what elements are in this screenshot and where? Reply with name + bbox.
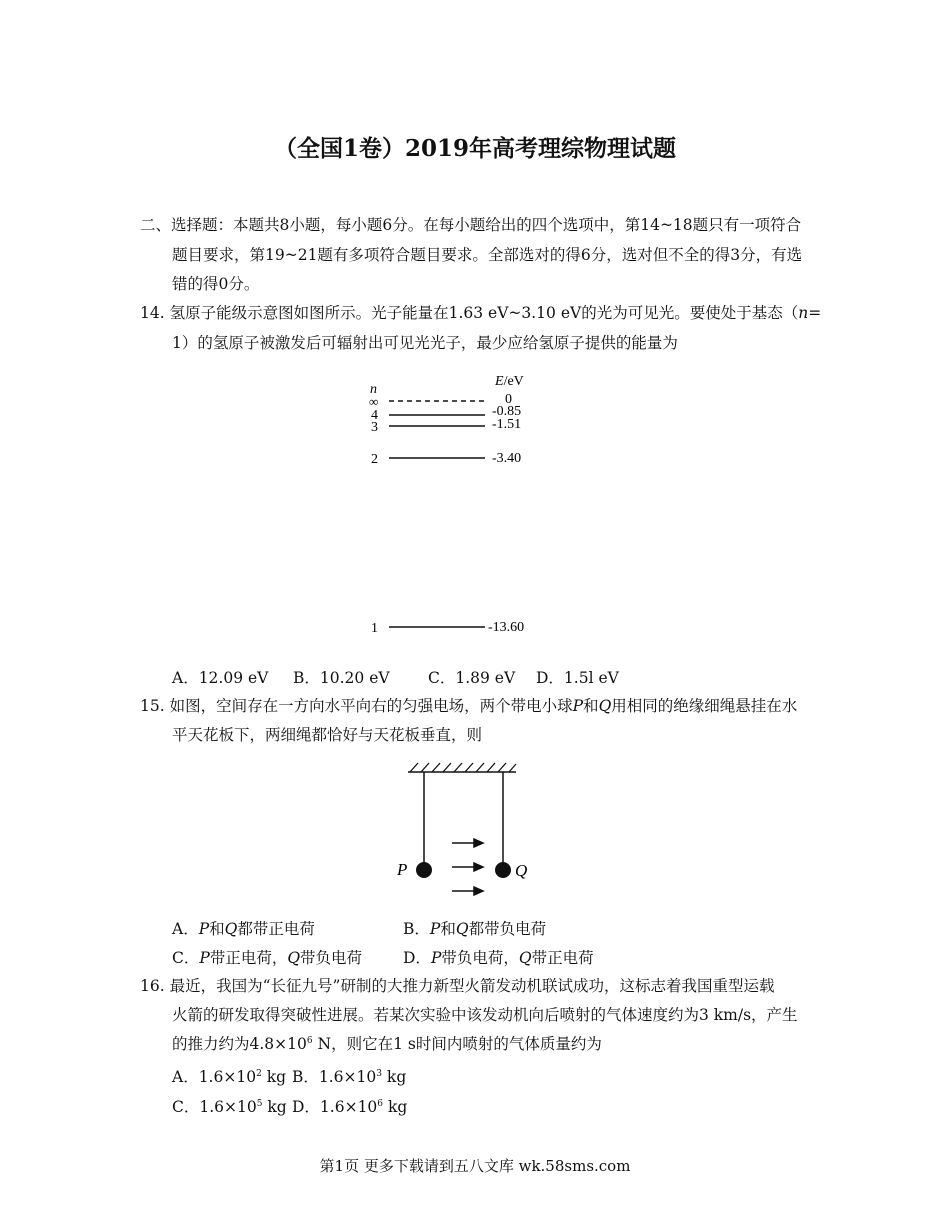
page-title: （全国1卷）2019年高考理综物理试题 <box>273 135 677 162</box>
q14-line1 <box>140 303 821 323</box>
level-e-4: -0.85 <box>492 404 522 419</box>
section-instruction-line1: 二、选择题：本题共8小题，每小题6分。在每小题给出的四个选项中，第14~18题只有一项符合 <box>140 216 802 234</box>
ball-q <box>495 862 511 878</box>
field-arrows <box>452 839 483 895</box>
q14-choice-b: B．10.20 eV <box>293 669 390 687</box>
charged-balls-diagram <box>388 760 548 902</box>
q15-var-q: Q <box>598 697 612 715</box>
ceiling-hatching <box>410 763 516 772</box>
q14-var-n: n <box>798 304 809 322</box>
q14-choice-a: A．12.09 eV <box>172 669 269 687</box>
q16-number: 16. <box>140 977 165 995</box>
q14-number: 14. <box>140 304 165 322</box>
q16-choice-d: D．$1.6\times 10^6$ kg <box>292 1098 408 1116</box>
q16-choice-c: C．$1.6\times 10^5$ kg <box>172 1098 287 1116</box>
q15-line2: 平天花板下，两细绳都恰好与天花板垂直，则 <box>172 726 483 744</box>
level-n-4: 4 <box>371 408 378 423</box>
diagram-energy-label: E/eV <box>495 374 524 389</box>
q15-text-1a: 如图，空间存在一方向水平向右的匀强电场，两个带电小球 <box>169 697 573 715</box>
level-e-2: -3.40 <box>492 451 522 466</box>
label-p: P <box>397 860 408 879</box>
q16-choice-b: B．$1.6\times 10^3$ kg <box>292 1068 407 1086</box>
q15-choice-a: A．P和Q都带正电荷 <box>172 920 315 938</box>
q15-line1 <box>140 696 797 716</box>
q16-line2: 火箭的研发取得突破性进展。若某次实验中该发动机向后喷射的气体速度约为3 km/s，产生 <box>172 1006 798 1024</box>
q14-text-1b: = <box>808 304 822 322</box>
diagram-n-label: n <box>370 382 377 397</box>
level-n-1: 1 <box>371 621 378 636</box>
q15-var-p: P <box>572 697 584 715</box>
q15-text-1b: 用相同的绝缘细绳悬挂在水 <box>611 697 798 715</box>
level-n-3: 3 <box>371 420 378 435</box>
q16-text-1: 最近，我国为“长征九号”研制的大推力新型火箭发动机联试成功，这标志着我国重型运载 <box>169 977 775 995</box>
section-instruction-line2: 题目要求，第19~21题有多项符合题目要求。全部选对的得6分，选对但不全的得3分，有选 <box>172 246 803 264</box>
q14-choice-c: C．1.89 eV <box>428 669 516 687</box>
q15-choice-d: D．P带负电荷，Q带正电荷 <box>403 949 594 967</box>
energy-level-diagram <box>355 368 555 643</box>
q14-choice-d: D．1.5l eV <box>536 669 619 687</box>
level-e-inf: 0 <box>505 392 512 407</box>
q14-line2: 1）的氢原子被激发后可辐射出可见光光子，最少应给氢原子提供的能量为 <box>172 334 678 352</box>
level-n-2: 2 <box>371 452 378 467</box>
q15-choice-b: B．P和Q都带负电荷 <box>403 920 547 938</box>
ball-p <box>416 862 432 878</box>
label-q: Q <box>515 861 528 880</box>
level-e-3: -1.51 <box>492 417 522 432</box>
q15-text-and: 和 <box>583 697 599 715</box>
q16-line1 <box>140 976 774 996</box>
q15-number: 15. <box>140 697 165 715</box>
q15-choice-c: C．P带正电荷，Q带负电荷 <box>172 949 363 967</box>
q16-line3: 的推力约为$4.8\times 10^6$ N，则它在1 s时间内喷射的气体质量约为 <box>172 1035 602 1053</box>
page-footer: 第1页 更多下载请到五八文库 wk.58sms.com <box>319 1157 631 1175</box>
level-n-inf: ∞ <box>369 394 379 409</box>
q16-choice-a: A．$1.6\times 10^2$ kg <box>172 1068 287 1086</box>
level-e-1: -13.60 <box>488 620 525 635</box>
q14-text-1a: 氢原子能级示意图如图所示。光子能量在1.63 eV~3.10 eV的光为可见光。要使处于基态（ <box>169 304 799 322</box>
section-instruction-line3: 错的得0分。 <box>172 275 260 293</box>
